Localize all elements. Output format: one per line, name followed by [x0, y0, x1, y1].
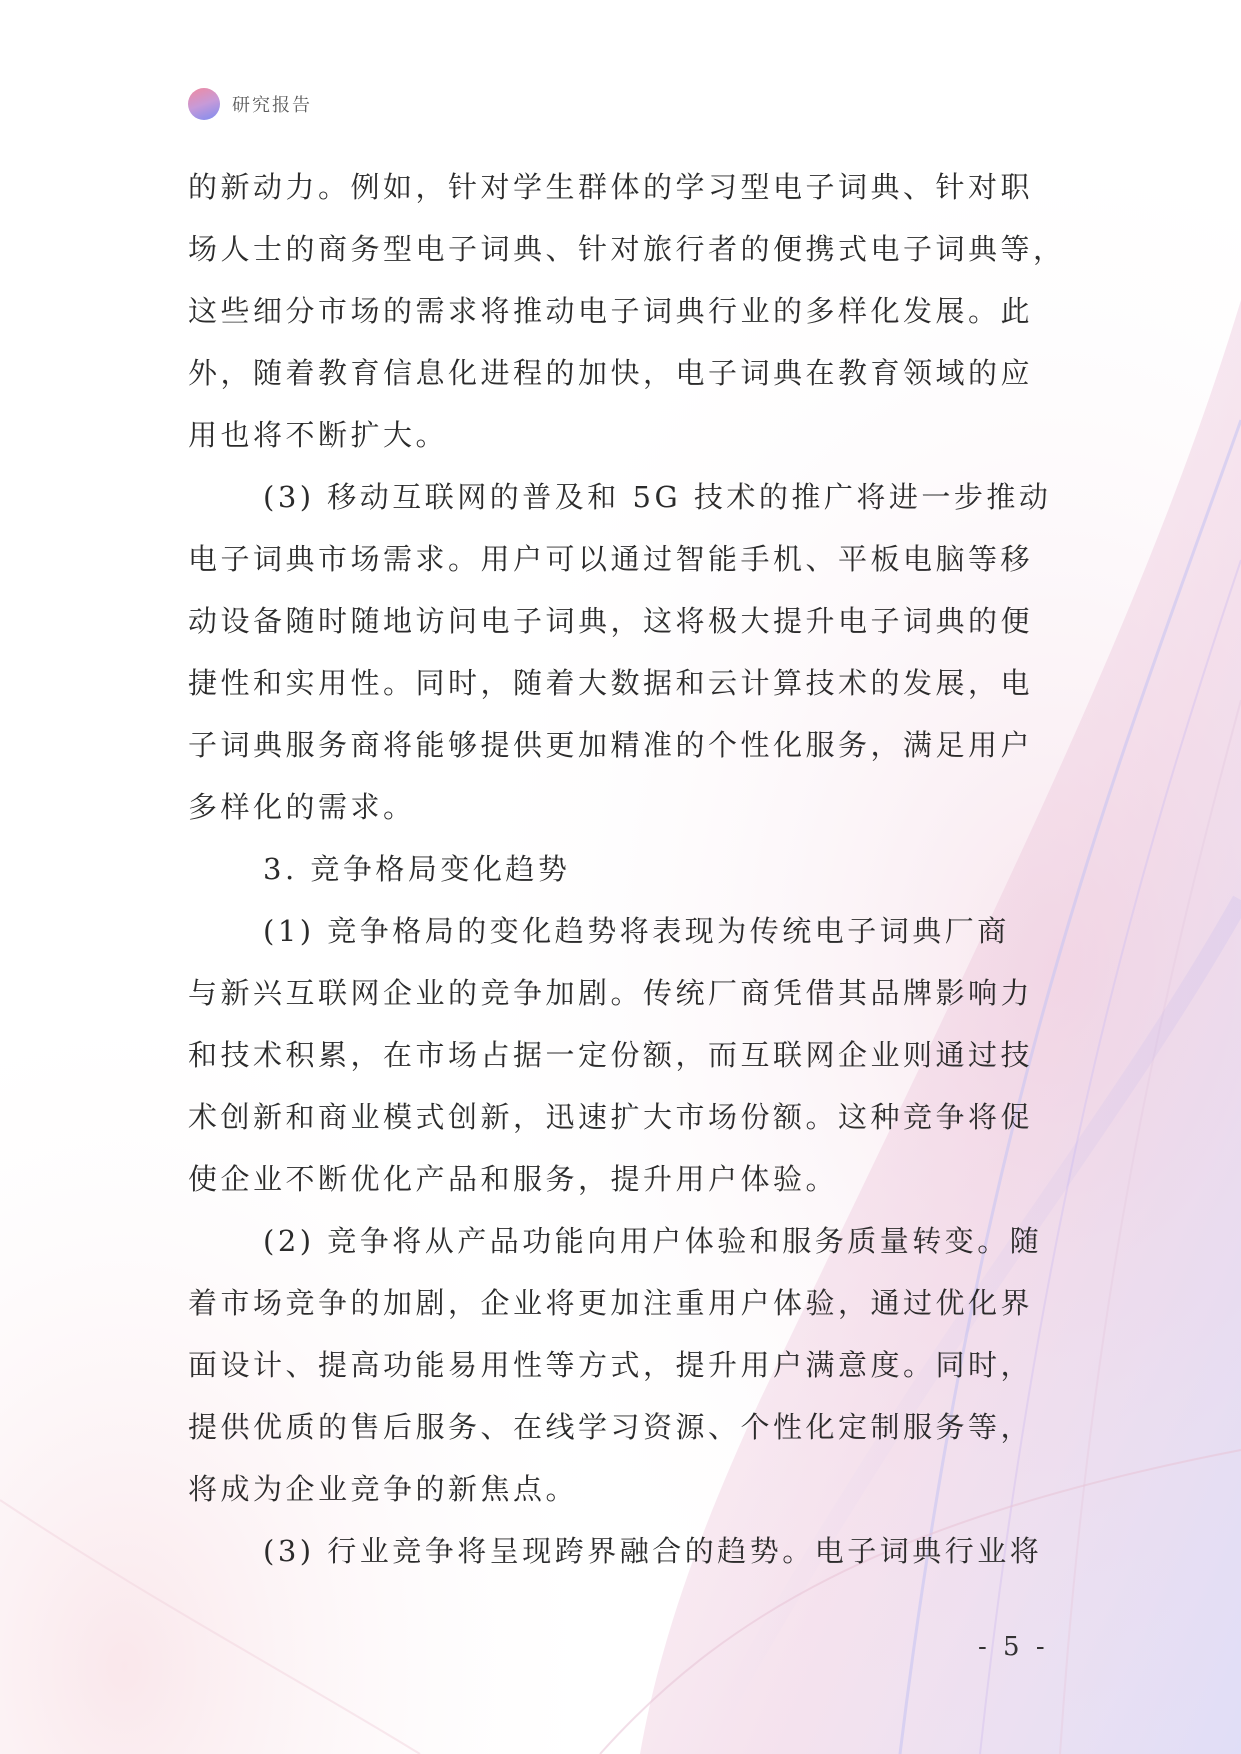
text-line: 用也将不断扩大。 — [188, 418, 449, 452]
text-line: 这些细分市场的需求将推动电子词典行业的多样化发展。此 — [188, 294, 1034, 328]
text-line: 多样化的需求。 — [188, 790, 416, 824]
text-line: 与新兴互联网企业的竞争加剧。传统厂商凭借其品牌影响力 — [188, 976, 1034, 1010]
paragraph-start-line: (2) 竞争将从产品功能向用户体验和服务质量转变。随 — [263, 1224, 1043, 1258]
text-line: 场人士的商务型电子词典、针对旅行者的便携式电子词典等， — [188, 232, 1066, 266]
paragraph-start-line: (3) 行业竞争将呈现跨界融合的趋势。电子词典行业将 — [263, 1534, 1043, 1568]
paragraph-start-line: (3) 移动互联网的普及和 5G 技术的推广将进一步推动 — [263, 480, 1052, 514]
document-body — [188, 156, 1108, 1582]
text-line: 子词典服务商将能够提供更加精准的个性化服务，满足用户 — [188, 728, 1034, 762]
text-line: 术创新和商业模式创新，迅速扩大市场份额。这种竞争将促 — [188, 1100, 1034, 1134]
section-heading: 3. 竞争格局变化趋势 — [263, 852, 571, 886]
text-line: 的新动力。例如，针对学生群体的学习型电子词典、针对职 — [188, 170, 1034, 204]
text-line: 着市场竞争的加剧，企业将更加注重用户体验，通过优化界 — [188, 1286, 1034, 1320]
paragraph-start-line: (1) 竞争格局的变化趋势将表现为传统电子词典厂商 — [263, 914, 1010, 948]
text-line: 和技术积累，在市场占据一定份额，而互联网企业则通过技 — [188, 1038, 1034, 1072]
text-line: 外，随着教育信息化进程的加快，电子词典在教育领域的应 — [188, 356, 1034, 390]
text-line: 电子词典市场需求。用户可以通过智能手机、平板电脑等移 — [188, 542, 1034, 576]
text-line: 使企业不断优化产品和服务，提升用户体验。 — [188, 1162, 839, 1196]
report-header — [188, 88, 312, 120]
text-line: 将成为企业竞争的新焦点。 — [188, 1472, 579, 1506]
text-line: 面设计、提高功能易用性等方式，提升用户满意度。同时， — [188, 1348, 1034, 1382]
text-line: 捷性和实用性。同时，随着大数据和云计算技术的发展，电 — [188, 666, 1034, 700]
text-line: 提供优质的售后服务、在线学习资源、个性化定制服务等， — [188, 1410, 1034, 1444]
report-header-label: 研究报告 — [232, 95, 312, 116]
report-logo-icon — [188, 88, 220, 120]
page-number: - 5 - — [978, 1632, 1049, 1662]
text-line: 动设备随时随地访问电子词典，这将极大提升电子词典的便 — [188, 604, 1034, 638]
